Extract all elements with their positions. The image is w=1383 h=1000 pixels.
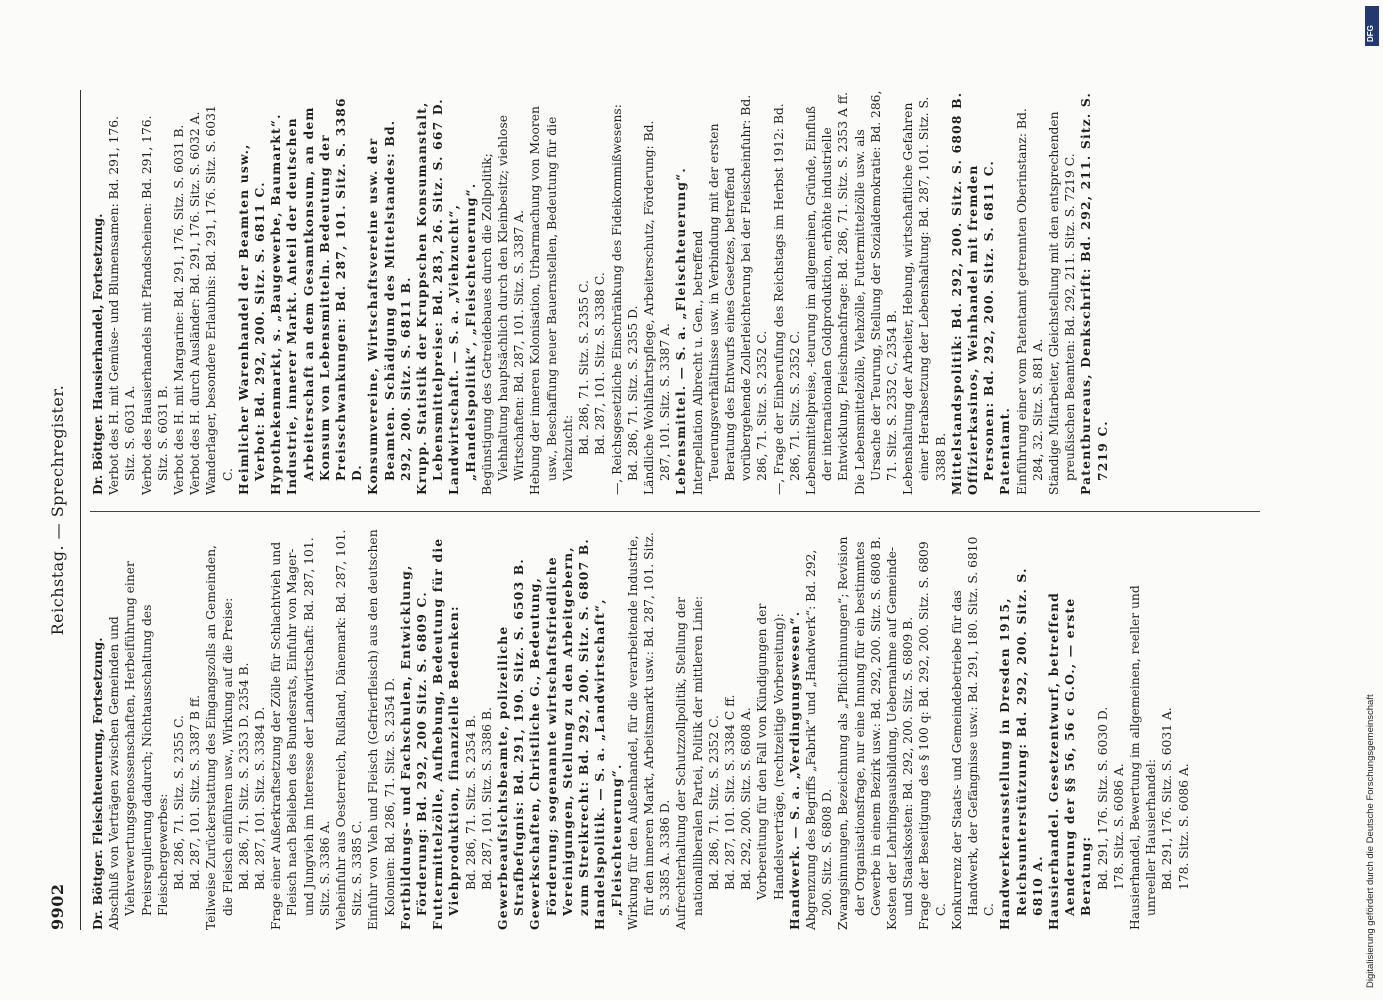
register-entry: Bd. 287, 101. Sitz. S. 3386 B. bbox=[479, 707, 494, 890]
register-entry: Patentbureaus, Denkschrift: Bd. 292, 211. Sitz. S. 7219 C. bbox=[1078, 92, 1110, 495]
dfg-logo bbox=[1365, 6, 1379, 46]
digitization-stamp bbox=[1365, 18, 1379, 998]
register-entry: Bd. 287, 101. Sitz. S. 3388 C. bbox=[593, 272, 608, 455]
register-entry: Lebenshaltung der Arbeiter, Hebung, wirtschaftliche Gefahren einer Herabsetzung der Lebenshaltung: Bd. 287, 101. Sitz. S. 3388 B. bbox=[901, 96, 948, 495]
register-entry: Hebung der inneren Kolonisation, Urbarmachung von Mooren usw., Beschaffung neuer Bauernstellen, Bedeutung für die Viehzucht: bbox=[528, 106, 575, 495]
register-entry: Die Lebensmittelzölle, Viehzölle, Futtermittelzölle usw. als Ursache der Teurung, Stellung der Sozialdemokratie: Bd. 286, 71. Sitz. S. 2352 C, 2354 B. bbox=[852, 90, 899, 495]
register-entry: Mittelstandspolitik: Bd. 292, 200. Sitz. S. 6808 B. bbox=[948, 91, 964, 495]
register-entry: Handwerkerausstellung in Dresden 1915, Reichsunterstützung: Bd. 292, 200. Sitz. S. 6810 A. bbox=[997, 567, 1045, 930]
register-entry: Offizierkasinos, Weinhandel mit fremden Personen: Bd. 292, 200. Sitz. S. 6811 C. bbox=[964, 159, 997, 495]
register-entry: Hausierhandel, Bewertung im allgemeinen, reeller und unreeller Hausierhandel: bbox=[1128, 585, 1159, 930]
register-entry: Abgrenzung des Begriffs „Fabrik“ und „Handwerk“: Bd. 292, 200. Sitz. S. 6808 D. bbox=[803, 549, 835, 930]
register-entry: Verbot des H. durch Ausländer: Bd. 291, 176. Sitz. S. 6032 A. bbox=[188, 111, 203, 495]
register-entry: Frage einer Außerkraftsetzung der Zölle für Schlachtvieh und Fleisch nach Belieben des Bundesrats, Einfuhr von Mager- und Jungvieh im Interesse der Landwirtschaft: Bd. 287, 101. Sitz. S. 3386 A. bbox=[269, 537, 332, 930]
register-entry: Hypothekenmarkt, s. „Baugewerbe, Baumarkt“. bbox=[268, 113, 284, 495]
register-entry: Wanderlager, besondere Erlaubnis: Bd. 291, 176. Sitz. S. 6031 C. bbox=[204, 105, 235, 495]
register-entry: Krupp. Statistik der Kruppschen Konsumanstalt, Lebensmittelpreise: Bd. 283, 26. Sitz. S. 667 D. bbox=[414, 98, 446, 495]
register-entry: Wirkung für den Außenhandel, für die verarbeitende Industrie, für den inneren Markt, Arbeitsmarkt usw.: Bd. 287, 101. Sitz. S. 3385 A. 3386 D. bbox=[625, 532, 673, 930]
register-entry: Heimlicher Warenhandel der Beamten usw., Verbot: Bd. 292, 200. Sitz. S. 6811 C. bbox=[235, 143, 268, 495]
left-column bbox=[90, 525, 1192, 930]
register-entry: Patentamt. bbox=[997, 407, 1013, 495]
register-entry: Bd. 286, 71. Sitz. S. 2355 C. bbox=[577, 280, 592, 455]
register-entry: 178. Sitz. S. 6086 A. bbox=[1111, 763, 1126, 890]
register-entry: Interpellation Albrecht u. Gen., betreffend Teuerungsverhältnisse usw. in Verbindung mit der ersten Beratung des Entwurfs eines Gesetzes, betreffend vorübergehende Zollerleichterung bei der Fleischeinfuhr: Bd. 286, 71. Sitz. S. 2352 C. bbox=[690, 94, 770, 495]
register-entry: Kosten der Lehrlingsausbildung, Uebernahme auf Gemeinde- und Staatskosten: Bd. 292, 200. Sitz. S. 6809 B. bbox=[884, 546, 916, 930]
column-heading: Dr. Böttger. Fleischteuerung, Fortsetzung. bbox=[90, 637, 105, 930]
register-entry: Verbot des H. mit Gemüse- und Blumensamen: Bd. 291, 176. Sitz. S. 6031 A. bbox=[107, 115, 138, 495]
register-entry: Fortbildungs- und Fachschulen, Entwicklung, Förderung: Bd. 292, 200 Sitz. S. 6809 C. bbox=[397, 564, 430, 930]
register-entry: —, Frage der Einberufung des Reichstags im Herbst 1912: Bd. 286, 71. Sitz. S. 2352 C. bbox=[771, 103, 802, 495]
column-divider bbox=[90, 511, 1260, 512]
running-head bbox=[48, 90, 78, 930]
page-title: Reichstag. — Sprechregister. bbox=[48, 384, 67, 636]
register-entry: Begünstigung des Getreidebaues durch die Zollpolitik; Viehhaltung hauptsächlich durch den Kleinbesitz; viehlose Wirtschaften: Bd. 287, 101. Sitz. S. 3387 A. bbox=[479, 114, 527, 495]
dfg-logo-text: DFG bbox=[1366, 25, 1375, 42]
register-entry: Bd. 286, 71. Sitz. S. 2355 C. bbox=[172, 715, 187, 890]
register-entry: Frage der Beseitigung des § 100 q: Bd. 292, 200. Sitz. S. 6809 C. bbox=[917, 541, 948, 930]
register-entry: Abschluß von Verträgen zwischen Gemeinden und Viehverwertungsgenossenschaften, Herbeiführung einer Preisregulierung dadurch; Nichtausschaltung des Fleischergewerbes: bbox=[107, 561, 170, 930]
register-entry: Gewerbeaufsichtsbeamte, polizeiliche Strafbefugnis: Bd. 291, 190. Sitz. S. 6503 B. bbox=[495, 558, 527, 930]
register-entry: Bd. 287, 101. Sitz. S. 3387 B ff. bbox=[188, 694, 203, 890]
register-entry: Bd. 292, 200. Sitz. S. 6808 A. bbox=[739, 707, 754, 890]
register-entry: Aufrechterhaltung der Schutzzollpolitik, Stellung der nationalliberalen Partei, Politik der mittleren Linie: bbox=[674, 595, 705, 930]
register-entry: Vieheinfuhr aus Oesterreich, Rußland, Dänemark: Bd. 287, 101. Sitz. S. 3385 C. bbox=[334, 529, 365, 930]
register-entry: Einführung einer vom Patentamt getrennten Oberinstanz: Bd. 284, 32. Sitz. S. 881 A. bbox=[1014, 108, 1045, 495]
register-entry: Bd. 291, 176. Sitz. S. 6030 D. bbox=[1095, 706, 1110, 890]
register-entry: Futtermittelzölle, Aufhebung, Bedeutung für die Viehproduktion, finanzielle Bedenken: bbox=[430, 537, 462, 930]
register-entry: Einfuhr von Vieh und Fleisch (Gefrierfleisch) aus den deutschen Kolonien: Bd. 286, 71. Sitz. S. 2354 D. bbox=[366, 529, 397, 930]
column-heading: Dr. Böttger. Hausierhandel, Fortsetzung. bbox=[90, 213, 105, 495]
register-entry: Konsumvereine, Wirtschaftsvereine usw. der Beamten. Schädigung des Mittelstandes: Bd. 292, 200. Sitz. S. 6811 B. bbox=[365, 119, 413, 495]
register-entry: 178. Sitz. S. 6086 A. bbox=[1176, 763, 1191, 890]
register-entry: Bd. 286, 71. Sitz. S. 2353 D. 2354 B. bbox=[236, 662, 251, 890]
page-number: 9902 bbox=[48, 883, 67, 930]
register-entry: Verbot des H. mit Margarine: Bd. 291, 176. Sitz. S. 6031 B. bbox=[172, 124, 187, 495]
register-entry: Industrie, innerer Markt. Anteil der deutschen Arbeiterschaft an dem Gesamtkonsum, an dem Konsum von Lebensmitteln. Bedeutung der Preisschwankungen: Bd. 287, 101. Sitz. S. 3386 D. bbox=[284, 97, 365, 495]
register-entry: Lebensmittel. — S. a. „Fleischteuerung“. bbox=[673, 167, 689, 495]
register-entry: Vorbereitung für den Fall von Kündigungen der Handelsverträge, (rechtzeitige Vorbereitung): bbox=[755, 603, 786, 900]
register-entry: Handwerk. — S. a. „Verdingungswesen“. bbox=[786, 610, 802, 930]
register-entry: Bd. 287, 101. Sitz. S. 3384 D. bbox=[253, 706, 268, 890]
register-entry: Zwangsinnungen, Bezeichnung als „Pflichtinnungen“; Revision der Organisationsfrage, nur eine Innung für ein bestimmtes Gewerbe in einem Bezirk usw.: Bd. 292, 200. Sitz. S. 6808 B. bbox=[836, 536, 883, 930]
right-column bbox=[90, 90, 1111, 495]
register-entry: —, Reichsgesetzliche Einschränkung des Fideikommißwesens: Bd. 286, 71. Sitz. S. 2355 D. bbox=[609, 104, 640, 495]
register-entry: Ländliche Wohlfahrtspflege, Arbeiterschutz, Förderung: Bd. 287, 101. Sitz. S. 3387 A. bbox=[641, 120, 673, 495]
stamp-text: Digitalisierung gefördert durch die Deutsche Forschungsgemeinschaft bbox=[1365, 694, 1376, 988]
register-entry: Bd. 287, 101. Sitz. S. 3384 C ff. bbox=[722, 694, 737, 890]
register-entry: Bd. 286, 71. Sitz. S. 2354 B. bbox=[463, 714, 478, 890]
register-entry: Verbot des Hausierhandels mit Pfandscheinen: Bd. 291, 176. Sitz. S. 6031 B. bbox=[139, 115, 170, 495]
register-entry: Bd. 286, 71. Sitz. S. 2352 C. bbox=[706, 715, 721, 890]
register-entry: Landwirtschaft. — S. a. „Viehzucht“, „Handelspolitik“, „Fleischteuerung“. bbox=[446, 182, 478, 495]
register-entry: Bd. 291, 176. Sitz. S. 6031 A. bbox=[1160, 707, 1175, 890]
register-entry: Lebensmittelpreise, -teurung im allgemeinen, Gründe, Einfluß der internationalen Goldproduktion, erhöhte industrielle Entwicklung, Fleischnachfrage: Bd. 286, 71. Sitz. S. 2353 A ff. bbox=[803, 92, 851, 495]
register-entry: Konkurrenz der Staats- und Gemeindebetriebe für das Handwerk, der Gefängnisse usw.: Bd. 291, 180. Sitz. S. 6810 C. bbox=[949, 536, 997, 930]
header-rule bbox=[80, 90, 81, 930]
register-entry: Ständige Mitarbeiter, Gleichstellung mit den entsprechenden preußischen Beamten: Bd. 292, 211. Sitz. S. 7219 C. bbox=[1046, 111, 1078, 495]
register-entry: Teilweise Zurückerstattung des Eingangszolls an Gemeinden, die Fleisch einführen usw., Wirkung auf die Preise: bbox=[204, 545, 235, 930]
register-entry: Handelspolitik. — S. a. „Landwirtschaft“, „Fleischteuerung“. bbox=[592, 598, 624, 930]
register-entry: Hausierhandel. Gesetzentwurf, betreffend Aenderung der §§ 56, 56 c G.O., — erste Beratung: bbox=[1045, 591, 1094, 930]
register-entry: Gewerkschaften, Christliche G., Bedeutung, Förderung; sogenannte wirtschaftsfriedliche Vereinigungen, Stellung zu den Arbeitgebern, zum Streikrecht: Bd. 292, 200. Sitz. S. 6807 B. bbox=[527, 538, 592, 930]
